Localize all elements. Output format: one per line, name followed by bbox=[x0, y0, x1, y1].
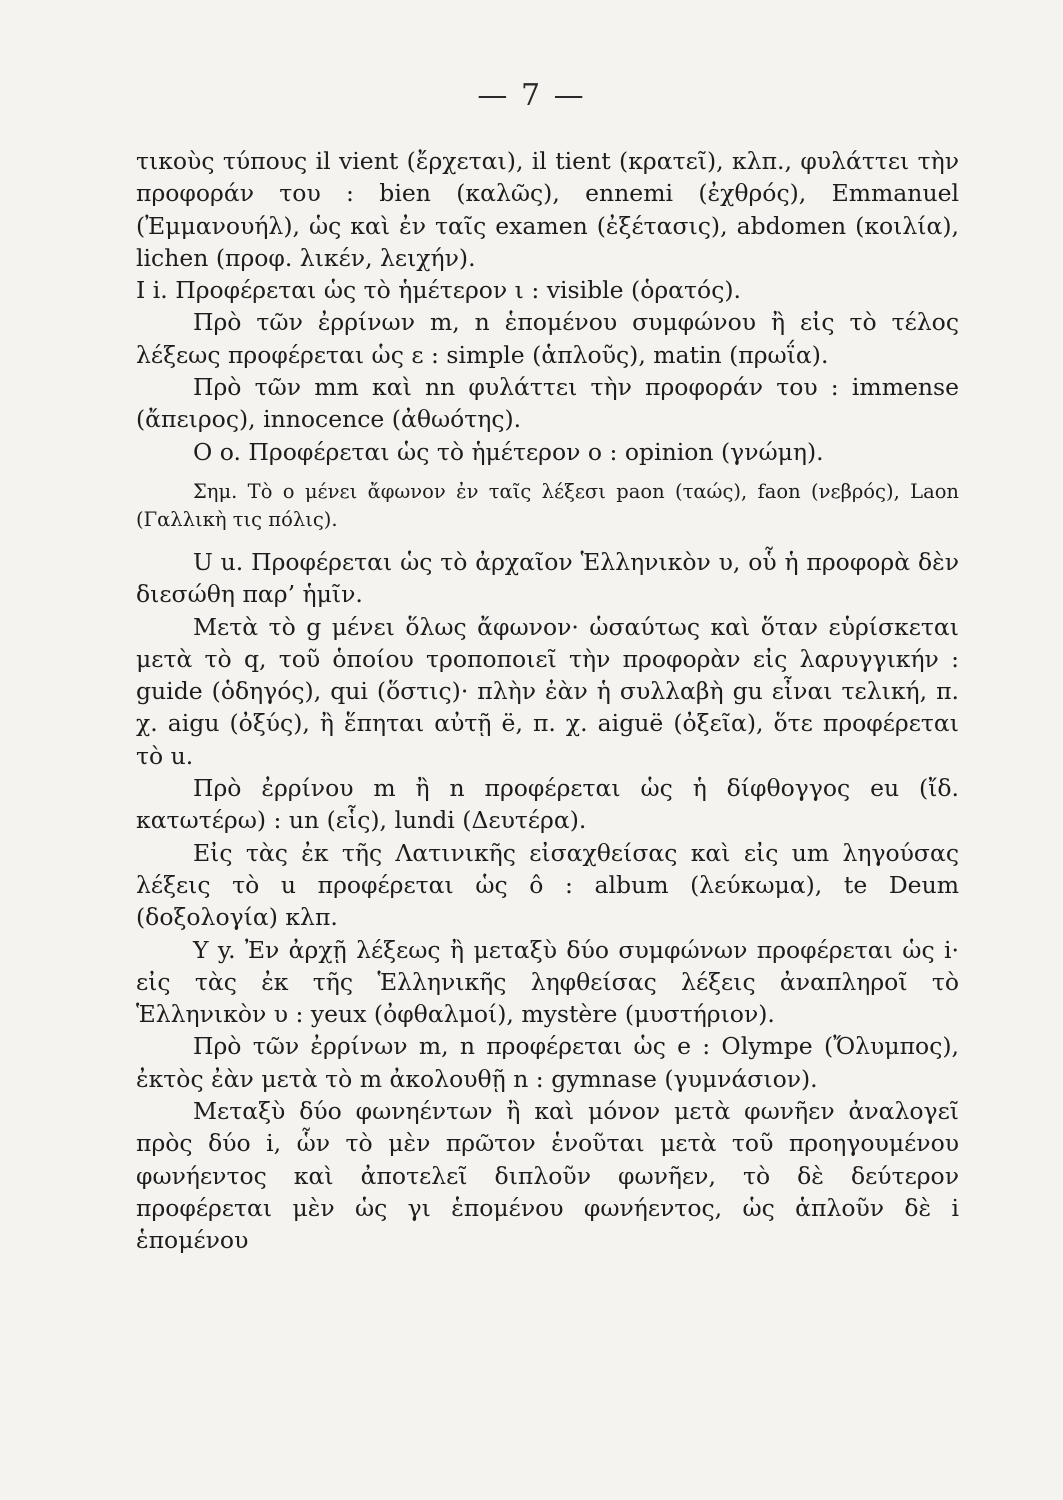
paragraph: Μετὰ τὸ g μένει ὅλως ἄφωνον· ὡσαύτως καὶ ὅταν εὑρίσκεται μετὰ τὸ q, τοῦ ὁποίου τροποποιεῖ τὴν προφορὰν εἰς λαρυγγικήν : guide (ὁδηγός), qui (ὅστις)· πλὴν ἐὰν ἡ συλλαβὴ gu εἶναι τελική, π. χ. aigu (ὀξύς), ἢ ἕπηται αὐτῇ ë, π. χ. aiguë (ὀξεῖα), ὅτε προφέρεται τὸ u. bbox=[136, 612, 959, 770]
paragraph: Μεταξὺ δύο φωνηέντων ἢ καὶ μόνον μετὰ φωνῆεν ἀναλογεῖ πρὸς δύο i, ὧν τὸ μὲν πρῶτον ἑνοῦται μετὰ τοῦ προηγουμένου φωνήεντος καὶ ἀποτελεῖ διπλοῦν φωνῆεν, τὸ δὲ δεύτερον προφέρεται μὲν ὡς γι ἑπομένου φωνήεντος, ὡς ἁπλοῦν δὲ i ἑπομένου bbox=[136, 1097, 959, 1255]
paragraph: Πρὸ τῶν ἐρρίνων m, n ἑπομένου συμφώνου ἢ εἰς τὸ τέλος λέξεως προφέρεται ὡς ε : simple (ἁπλοῦς), matin (πρωΐα). bbox=[136, 308, 959, 369]
footnote: Σημ. Τὸ ο μένει ἄφωνον ἐν ταῖς λέξεσι paon (ταώς), faon (νεβρός), Laon (Γαλλικὴ τις πόλις). bbox=[136, 479, 959, 531]
paragraph: τικοὺς τύπους il vient (ἔρχεται), il tient (κρατεῖ), κλπ., φυλάττει τὴν προφοράν του : bien (καλῶς), ennemi (ἐχθρός), Emmanuel (Ἐμμανουήλ), ὡς καὶ ἐν ταῖς examen (ἐξέτασις), abdomen (κοιλία), lichen (προφ. λικέν, λειχήν). bbox=[136, 147, 959, 272]
paragraph: U u. Προφέρεται ὡς τὸ ἀρχαῖον Ἑλληνικὸν υ, οὗ ἡ προφορὰ δὲν διεσώθη παρ’ ἡμῖν. bbox=[136, 547, 959, 609]
paragraph: I i. Προφέρεται ὡς τὸ ἡμέτερον ι : visible (ὁρατός). bbox=[136, 276, 741, 305]
paragraph: O o. Προφέρεται ὡς τὸ ἡμέτερον ο : opinion (γνώμη). bbox=[193, 437, 824, 466]
paragraph: Πρὸ τῶν ἐρρίνων m, n προφέρεται ὡς e : Olympe (Ὄλυμπος), ἐκτὸς ἐὰν μετὰ τὸ m ἀκολουθῇ n : gymnase (γυμνάσιον). bbox=[136, 1032, 959, 1093]
page-number: — 7 — bbox=[477, 78, 586, 113]
paragraph: Πρὸ ἐρρίνου m ἢ n προφέρεται ὡς ἡ δίφθογγος eu (ἴδ. κατωτέρω) : un (εἷς), lundi (Δευτέρα). bbox=[136, 774, 959, 835]
page-body bbox=[136, 145, 959, 1257]
paragraph: Εἰς τὰς ἐκ τῆς Λατινικῆς εἰσαχθείσας καὶ εἰς um ληγούσας λέξεις τὸ u προφέρεται ὡς ô : album (λεύκωμα), te Deum (δοξολογία) κλπ. bbox=[136, 838, 959, 932]
paragraph: Y y. Ἐν ἀρχῇ λέξεως ἢ μεταξὺ δύο συμφώνων προφέρεται ὡς i· εἰς τὰς ἐκ τῆς Ἑλληνικῆς ληφθείσας λέξεις ἀναπληροῖ τὸ Ἑλληνικὸν υ : yeux (ὀφθαλμοί), mystère (μυστήριον). bbox=[136, 935, 959, 1029]
paragraph: Πρὸ τῶν mm καὶ nn φυλάττει τὴν προφοράν του : immense (ἄπειρος), innocence (ἀθωότης). bbox=[136, 373, 959, 434]
